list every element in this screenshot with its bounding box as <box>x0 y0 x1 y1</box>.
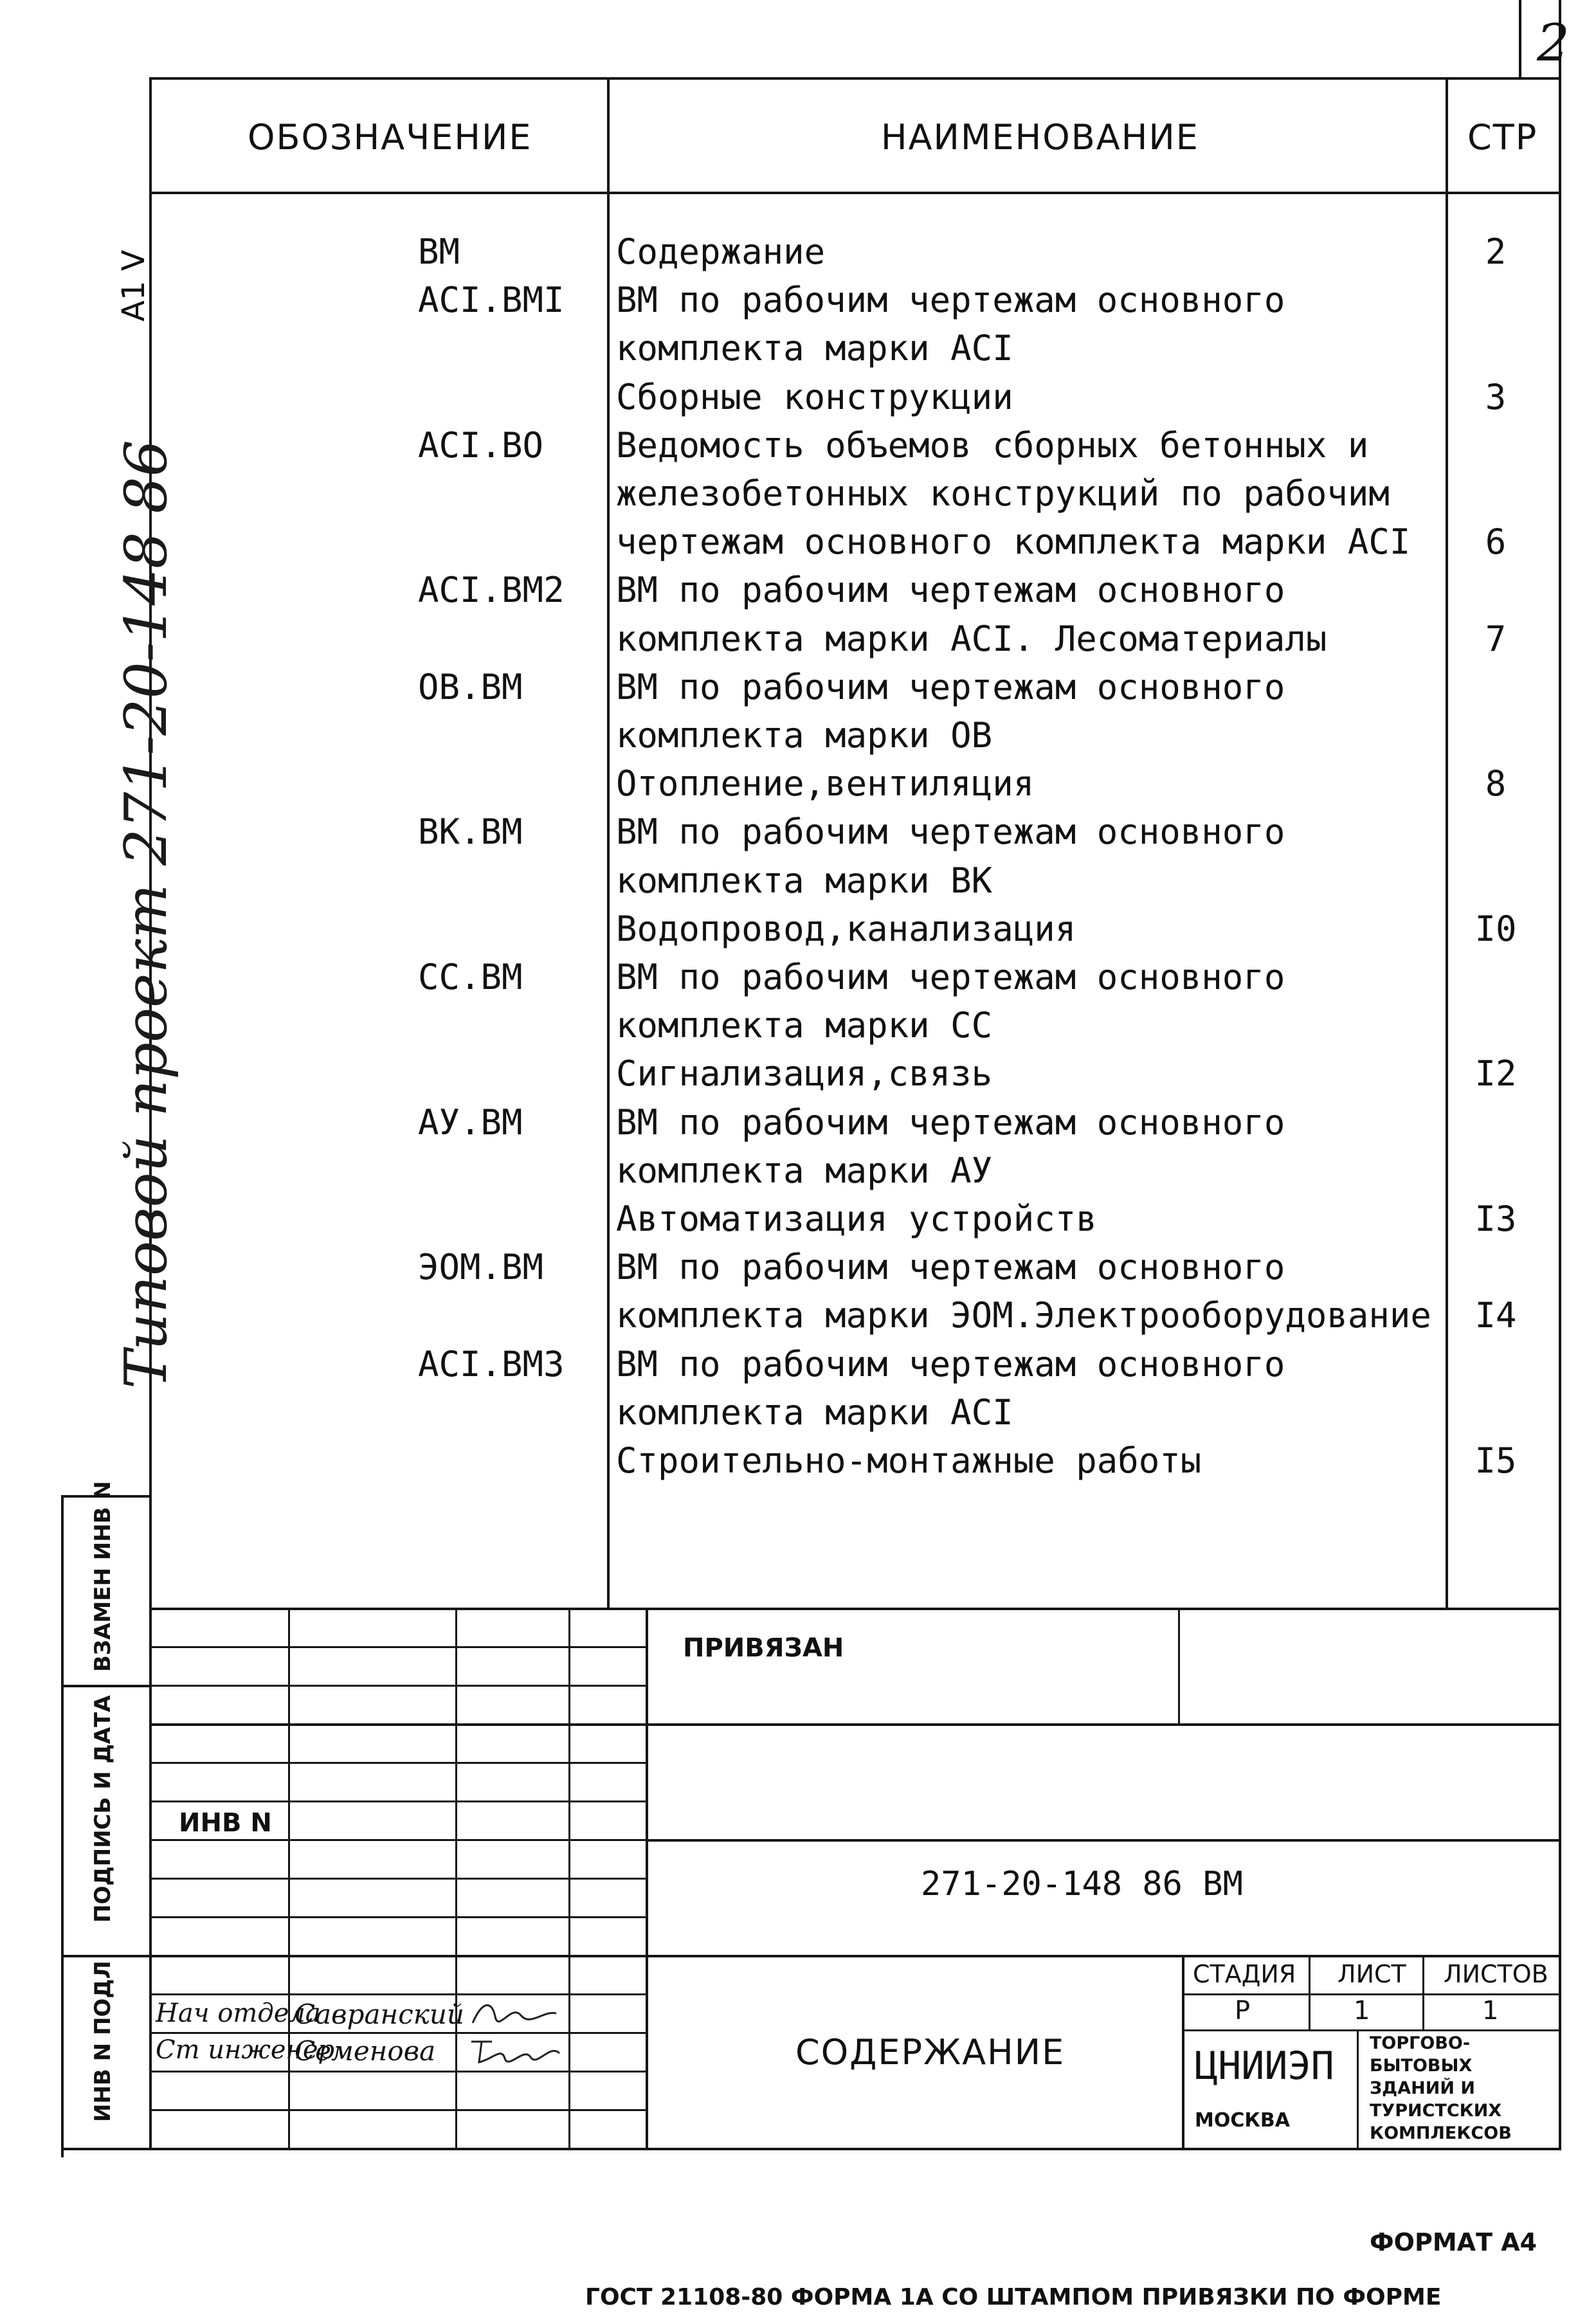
stamp-sheets: 1 <box>1482 1996 1499 2026</box>
stamp-org-description <box>1370 2032 1556 2145</box>
row-code: АСI.ВМI <box>418 280 565 321</box>
row-text: ВМ по рабочим чертежам основного <box>616 666 1285 707</box>
row-code: ЭОМ.ВМ <box>418 1247 544 1288</box>
row-code: СС.ВМ <box>418 957 523 997</box>
row-text: Содержание <box>616 231 826 272</box>
row-text: комплекта марки СС <box>616 1005 993 1046</box>
row-text: ВМ по рабочим чертежам основного <box>616 280 1285 321</box>
sheet-number: 2 <box>1537 13 1570 73</box>
org-description-line: ЗДАНИЙ И <box>1370 2078 1475 2098</box>
header-designation: ОБОЗНАЧЕНИЕ <box>248 117 532 158</box>
handwritten-signature-icon <box>466 2034 563 2067</box>
row-text: комплекта марки ОВ <box>616 715 993 756</box>
row-page: I2 <box>1474 1053 1517 1094</box>
row-page: 2 <box>1485 231 1507 272</box>
row-text: чертежам основного комплекта марки АСI <box>616 522 1411 563</box>
row-text: Автоматизация устройств <box>616 1199 1097 1239</box>
row-code: АСI.ВО <box>418 424 544 466</box>
signature-role: Нач отдела <box>156 1999 321 2028</box>
margin-inv-podl: ИНВ N ПОДЛ <box>90 1961 116 2122</box>
row-text: Сборные конструкции <box>616 376 1013 417</box>
row-page: I0 <box>1474 908 1517 949</box>
row-code: ОВ.ВМ <box>418 666 523 707</box>
row-code: АУ.ВМ <box>418 1102 523 1143</box>
stamp-stage: Р <box>1235 1996 1251 2026</box>
stamp-org: ЦНИИЭП <box>1195 2044 1334 2089</box>
handwritten-project-number: Типовой проект 271-20-148 86 <box>113 439 180 1389</box>
stamp-inv-n: ИНВ N <box>179 1808 272 1838</box>
signature-name: Савранский <box>295 1999 464 2030</box>
row-text: ВМ по рабочим чертежам основного <box>616 812 1285 853</box>
row-page: I3 <box>1474 1199 1517 1239</box>
row-text: ВМ по рабочим чертежам основного <box>616 957 1285 997</box>
signature-role: Ст инженер <box>156 2035 335 2065</box>
row-text: комплекта марки ВК <box>616 860 993 901</box>
footer-gost: ГОСТ 21108-80 ФОРМА 1А СО ШТАМПОМ ПРИВЯЗКИ ПО ФОРМЕ <box>585 2284 1442 2310</box>
stamp-title: СОДЕРЖАНИЕ <box>795 2032 1066 2073</box>
row-page: 7 <box>1485 618 1507 659</box>
stamp-stage-label: СТАДИЯ <box>1193 1960 1296 1988</box>
row-text: ВМ по рабочим чертежам основного <box>616 1343 1285 1384</box>
margin-podpis-data: ПОДПИСЬ И ДАТА <box>90 1695 116 1923</box>
header-page: СТР <box>1467 117 1538 158</box>
row-page: I4 <box>1474 1295 1517 1336</box>
row-text: комплекта марки АСI <box>616 1392 1013 1433</box>
handwritten-signature-icon <box>466 1997 563 2031</box>
row-page: I5 <box>1474 1440 1517 1481</box>
row-code: ВМ <box>418 231 460 272</box>
row-code: АСI.ВМ3 <box>418 1343 565 1384</box>
row-code: АСI.ВМ2 <box>418 570 565 611</box>
row-code: ВК.ВМ <box>418 812 523 853</box>
row-text: ВМ по рабочим чертежам основного <box>616 1247 1285 1288</box>
row-text: ВМ по рабочим чертежам основного <box>616 570 1285 611</box>
org-description-line: КОМПЛЕКСОВ <box>1370 2123 1512 2143</box>
row-text: Водопровод,канализация <box>616 908 1076 949</box>
stamp-sheets-label: ЛИСТОВ <box>1444 1960 1548 1988</box>
row-text: Сигнализация,связь <box>616 1053 993 1094</box>
corner-mark: А1 V <box>116 249 152 322</box>
row-text: комплекта марки АСI. Лесоматериалы <box>616 618 1327 659</box>
row-text: Отопление,вентиляция <box>616 763 1035 804</box>
stamp-sheet-label: ЛИСТ <box>1338 1960 1406 1988</box>
org-description-line: ТОРГОВО- <box>1370 2033 1471 2053</box>
row-text: ВМ по рабочим чертежам основного <box>616 1102 1285 1143</box>
row-text: Ведомость объемов сборных бетонных и <box>616 424 1369 466</box>
signature-name: Семенова <box>295 2035 436 2067</box>
stamp-city: МОСКВА <box>1195 2109 1290 2132</box>
org-description-line: ТУРИСТСКИХ <box>1370 2101 1502 2121</box>
margin-vzamen-inv: ВЗАМЕН ИНВ N <box>90 1481 116 1672</box>
footer-format: ФОРМАТ А4 <box>1370 2228 1537 2256</box>
row-page: 6 <box>1485 522 1507 563</box>
header-name: НАИМЕНОВАНИЕ <box>881 117 1199 158</box>
row-page: 8 <box>1485 763 1507 804</box>
org-description-line: БЫТОВЫХ <box>1370 2056 1473 2076</box>
stamp-privyazan: ПРИВЯЗАН <box>683 1633 844 1663</box>
row-text: комплекта марки АУ <box>616 1150 993 1191</box>
row-page: 3 <box>1485 376 1507 417</box>
stamp-doc-code: 271-20-148 86 ВМ <box>921 1865 1243 1903</box>
row-text: Строительно-монтажные работы <box>616 1440 1202 1481</box>
row-text: комплекта марки ЭОМ.Электрооборудование <box>616 1295 1431 1336</box>
row-text: комплекта марки АСI <box>616 328 1013 369</box>
row-text: железобетонных конструкций по рабочим <box>616 473 1390 514</box>
stamp-sheet: 1 <box>1354 1996 1370 2026</box>
